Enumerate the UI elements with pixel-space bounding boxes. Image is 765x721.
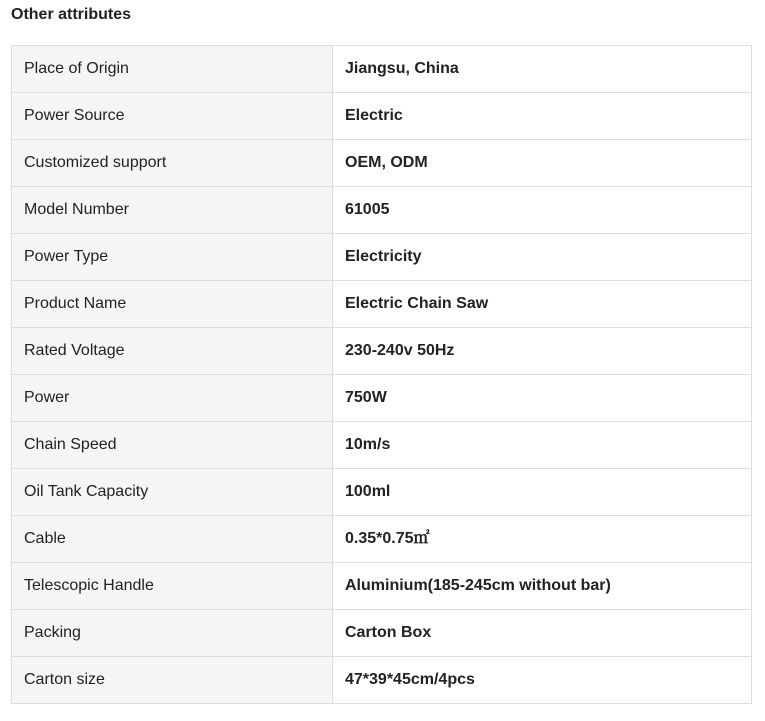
attribute-name: Packing <box>12 610 333 657</box>
table-row <box>12 281 752 328</box>
attribute-value: Electricity <box>333 234 752 281</box>
table-row <box>12 140 752 187</box>
table-row <box>12 328 752 375</box>
table-row <box>12 469 752 516</box>
attribute-name: Power Source <box>12 93 333 140</box>
attribute-value: 61005 <box>333 187 752 234</box>
table-row <box>12 516 752 563</box>
attribute-name: Power <box>12 375 333 422</box>
attributes-table-body <box>12 46 752 704</box>
attribute-name: Oil Tank Capacity <box>12 469 333 516</box>
table-row <box>12 187 752 234</box>
attribute-value: 47*39*45cm/4pcs <box>333 657 752 704</box>
attribute-value: 230-240v 50Hz <box>333 328 752 375</box>
section-title: Other attributes <box>11 6 132 23</box>
table-row <box>12 46 752 93</box>
table-row <box>12 610 752 657</box>
table-row <box>12 93 752 140</box>
attribute-value: 100ml <box>333 469 752 516</box>
attribute-name: Chain Speed <box>12 422 333 469</box>
attribute-name: Rated Voltage <box>12 328 333 375</box>
attribute-value: Electric Chain Saw <box>333 281 752 328</box>
attribute-name: Cable <box>12 516 333 563</box>
attributes-table <box>11 45 752 704</box>
attribute-value: Jiangsu, China <box>333 46 752 93</box>
table-row <box>12 657 752 704</box>
attribute-name: Customized support <box>12 140 333 187</box>
attribute-name: Carton size <box>12 657 333 704</box>
table-row <box>12 234 752 281</box>
attribute-value: Carton Box <box>333 610 752 657</box>
attribute-name: Place of Origin <box>12 46 333 93</box>
table-row <box>12 375 752 422</box>
attribute-value: 10m/s <box>333 422 752 469</box>
attribute-name: Product Name <box>12 281 333 328</box>
attribute-name: Power Type <box>12 234 333 281</box>
attribute-value: Electric <box>333 93 752 140</box>
table-row <box>12 563 752 610</box>
attribute-value: Aluminium(185-245cm without bar) <box>333 563 752 610</box>
attribute-value: 0.35*0.75㎡ <box>333 516 752 563</box>
attribute-value: OEM, ODM <box>333 140 752 187</box>
table-row <box>12 422 752 469</box>
attribute-name: Telescopic Handle <box>12 563 333 610</box>
attribute-name: Model Number <box>12 187 333 234</box>
attribute-value: 750W <box>333 375 752 422</box>
